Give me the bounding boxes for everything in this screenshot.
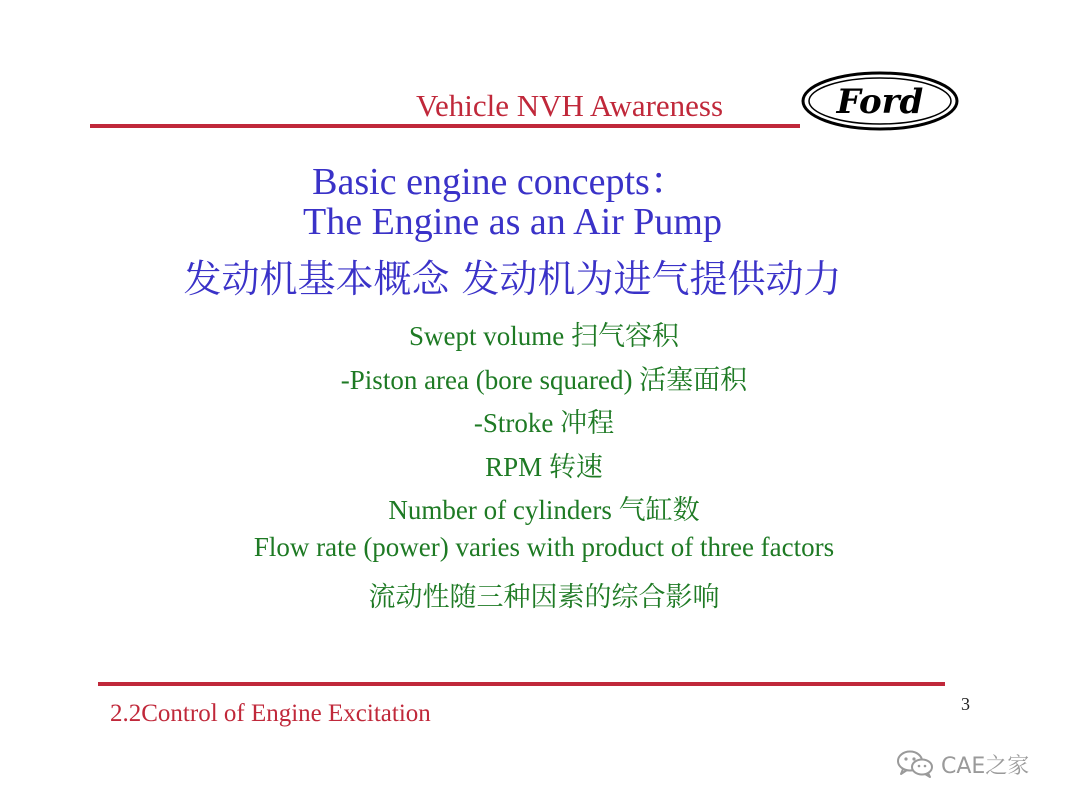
heading-line-3-chinese: 发动机基本概念 发动机为进气提供动力 xyxy=(183,257,842,301)
body-line-piston-area: -Piston area (bore squared) 活塞面积 xyxy=(340,365,748,395)
header-divider xyxy=(90,124,800,128)
ford-logo xyxy=(800,70,960,132)
wechat-icon xyxy=(895,749,935,779)
body-line-stroke: -Stroke 冲程 xyxy=(473,408,615,438)
body-line-flow-rate-chinese: 流动性随三种因素的综合影响 xyxy=(368,582,720,613)
watermark xyxy=(895,748,1029,780)
footer-divider xyxy=(98,682,945,686)
heading-line-2: The Engine as an Air Pump xyxy=(303,201,722,243)
header-title: Vehicle NVH Awareness xyxy=(416,88,724,123)
page-number: 3 xyxy=(961,694,970,714)
watermark-text: CAE之家 xyxy=(941,753,1030,779)
heading-line-1: Basic engine concepts： xyxy=(312,161,688,203)
body-line-cylinders: Number of cylinders 气缸数 xyxy=(388,495,700,525)
body-line-rpm: RPM 转速 xyxy=(485,452,603,482)
body-line-swept-volume: Swept volume 扫气容积 xyxy=(409,321,679,351)
footer-section-title: 2.2Control of Engine Excitation xyxy=(110,700,431,727)
ford-logo-text: Ford xyxy=(836,82,924,122)
body-line-flow-rate: Flow rate (power) varies with product of three factors xyxy=(253,532,835,562)
